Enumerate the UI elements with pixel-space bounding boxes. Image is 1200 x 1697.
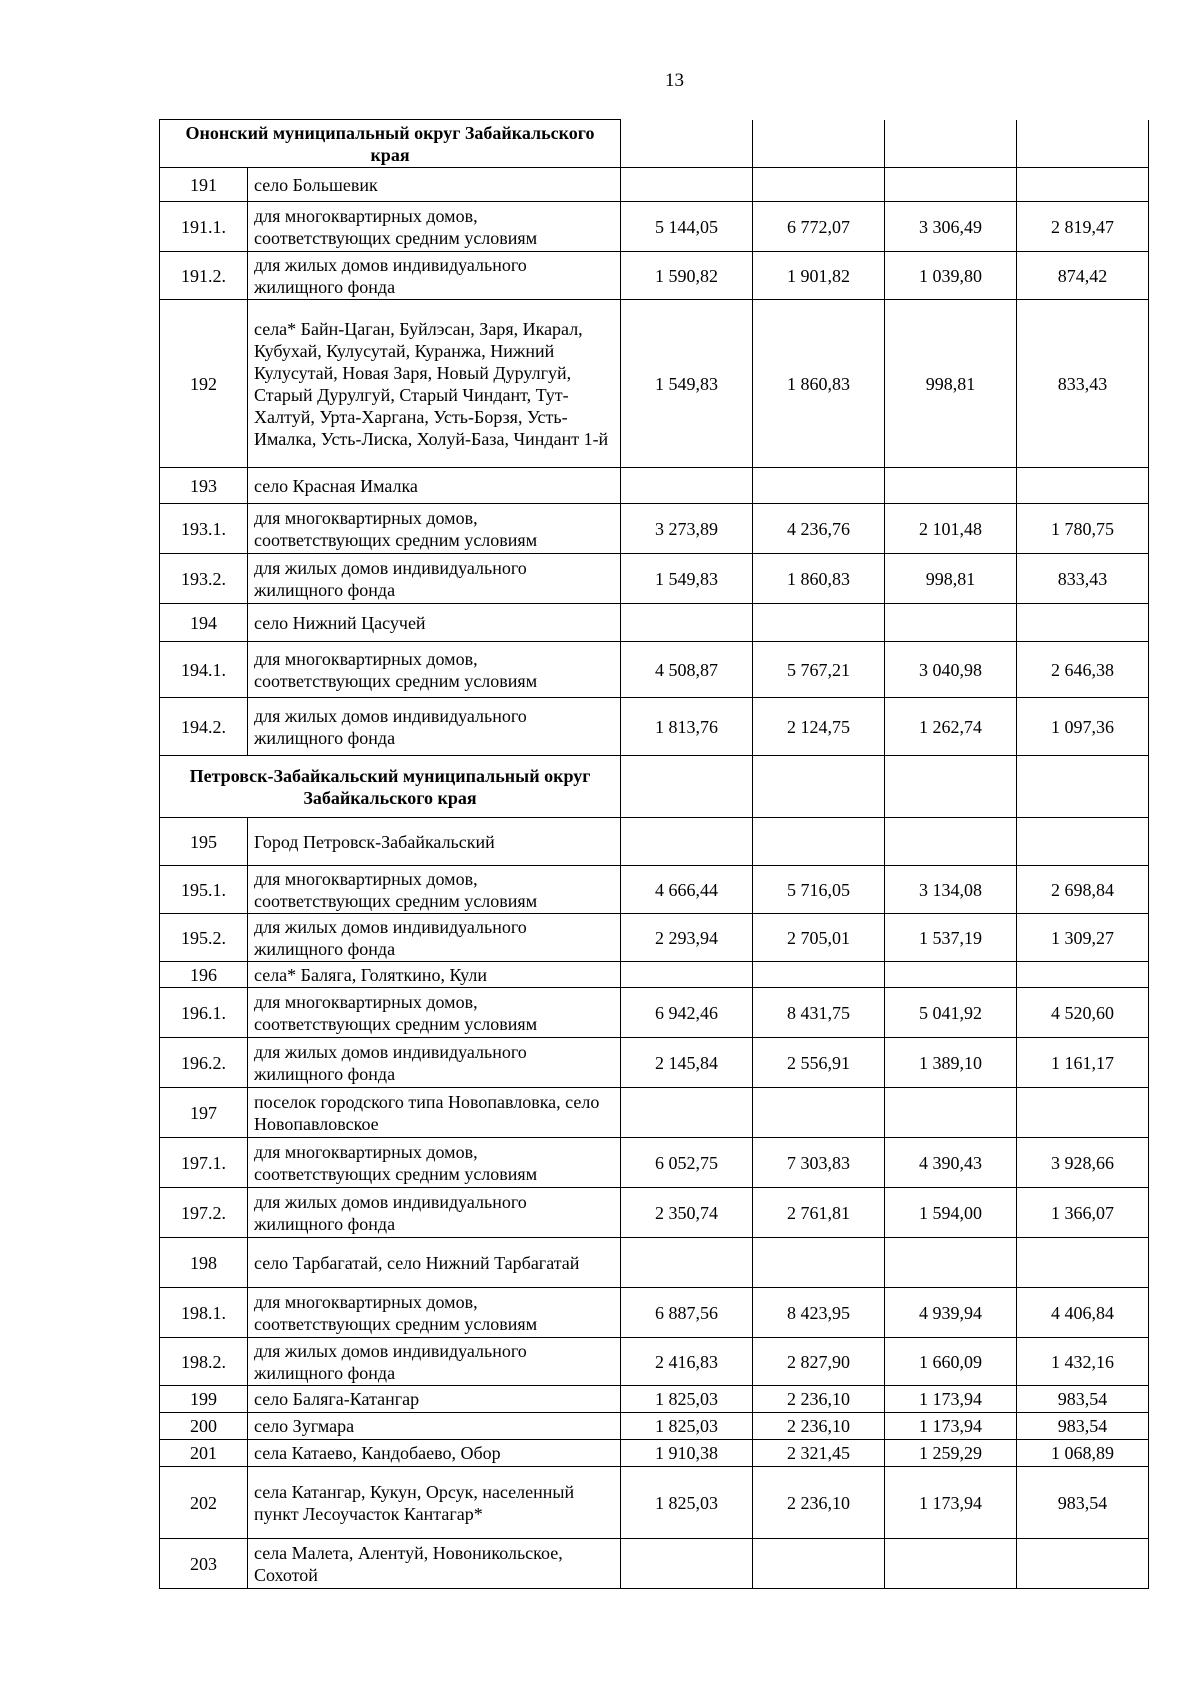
row-value — [1017, 468, 1149, 504]
row-name: для жилых домов индивидуального жилищного фонда — [248, 914, 621, 962]
row-number: 193 — [160, 468, 248, 504]
row-value: 6 887,56 — [621, 1288, 753, 1338]
row-value: 1 262,74 — [885, 698, 1017, 756]
empty-cell — [1017, 120, 1149, 168]
table-row — [160, 1088, 1149, 1138]
row-value — [1017, 604, 1149, 642]
row-value: 998,81 — [885, 300, 1017, 468]
row-value: 4 520,60 — [1017, 988, 1149, 1038]
row-name: села Катангар, Кукун, Орсук, населенный пункт Лесоучасток Кантагар* — [248, 1467, 621, 1539]
row-value: 2 556,91 — [753, 1038, 885, 1088]
section-title: Ононский муниципальный округ Забайкальского края — [160, 120, 621, 168]
row-value — [621, 818, 753, 866]
row-value — [1017, 962, 1149, 988]
row-name: для многоквартирных домов, соответствующих средним условиям — [248, 1288, 621, 1338]
table-body — [160, 120, 1149, 1589]
row-value: 2 236,10 — [753, 1386, 885, 1413]
row-name: село Тарбагатай, село Нижний Тарбагатай — [248, 1238, 621, 1288]
table-row — [160, 1413, 1149, 1440]
row-value — [885, 468, 1017, 504]
row-value: 5 041,92 — [885, 988, 1017, 1038]
row-value: 2 827,90 — [753, 1338, 885, 1386]
row-value — [621, 1088, 753, 1138]
row-value — [885, 1088, 1017, 1138]
row-value: 1 549,83 — [621, 300, 753, 468]
row-value: 1 860,83 — [753, 300, 885, 468]
table-row — [160, 1386, 1149, 1413]
row-name: село Баляга-Катангар — [248, 1386, 621, 1413]
row-value — [1017, 1539, 1149, 1589]
row-value: 983,54 — [1017, 1467, 1149, 1539]
row-name: села* Баляга, Голяткино, Кули — [248, 962, 621, 988]
row-number: 191 — [160, 168, 248, 202]
row-number: 197 — [160, 1088, 248, 1138]
empty-cell — [621, 120, 753, 168]
table-row — [160, 202, 1149, 252]
row-value: 4 939,94 — [885, 1288, 1017, 1338]
row-name: для многоквартирных домов, соответствующих средним условиям — [248, 202, 621, 252]
table-row — [160, 1238, 1149, 1288]
row-name: село Зугмара — [248, 1413, 621, 1440]
row-value: 6 942,46 — [621, 988, 753, 1038]
row-number: 199 — [160, 1386, 248, 1413]
table-row — [160, 1188, 1149, 1238]
row-value: 7 303,83 — [753, 1138, 885, 1188]
row-value: 1 389,10 — [885, 1038, 1017, 1088]
row-value: 6 772,07 — [753, 202, 885, 252]
row-value: 2 236,10 — [753, 1413, 885, 1440]
table-row — [160, 1288, 1149, 1338]
table-row — [160, 1038, 1149, 1088]
row-value: 2 124,75 — [753, 698, 885, 756]
table-row — [160, 818, 1149, 866]
row-value: 4 508,87 — [621, 642, 753, 698]
row-number: 193.2. — [160, 554, 248, 604]
empty-cell — [621, 756, 753, 818]
row-value: 5 144,05 — [621, 202, 753, 252]
row-value: 1 039,80 — [885, 252, 1017, 300]
row-value — [621, 604, 753, 642]
table-row — [160, 866, 1149, 914]
page-number: 13 — [665, 70, 684, 91]
row-number: 193.1. — [160, 504, 248, 554]
row-value: 1 537,19 — [885, 914, 1017, 962]
row-number: 192 — [160, 300, 248, 468]
table-row — [160, 604, 1149, 642]
row-name: для многоквартирных домов, соответствующих средним условиям — [248, 504, 621, 554]
table-row — [160, 554, 1149, 604]
row-name: села Катаево, Кандобаево, Обор — [248, 1440, 621, 1467]
row-number: 201 — [160, 1440, 248, 1467]
row-number: 194 — [160, 604, 248, 642]
section-header-row — [160, 120, 1149, 168]
row-value: 1 068,89 — [1017, 1440, 1149, 1467]
row-value: 2 321,45 — [753, 1440, 885, 1467]
table-row — [160, 168, 1149, 202]
row-name: для жилых домов индивидуального жилищного фонда — [248, 698, 621, 756]
row-value: 833,43 — [1017, 300, 1149, 468]
row-number: 191.2. — [160, 252, 248, 300]
row-value — [1017, 1088, 1149, 1138]
row-value: 2 705,01 — [753, 914, 885, 962]
row-value — [621, 168, 753, 202]
row-value: 3 040,98 — [885, 642, 1017, 698]
row-name: для многоквартирных домов, соответствующих средним условиям — [248, 1138, 621, 1188]
row-name: для многоквартирных домов, соответствующих средним условиям — [248, 866, 621, 914]
row-value: 3 928,66 — [1017, 1138, 1149, 1188]
row-number: 203 — [160, 1539, 248, 1589]
row-value: 2 761,81 — [753, 1188, 885, 1238]
row-number: 197.2. — [160, 1188, 248, 1238]
row-value: 4 406,84 — [1017, 1288, 1149, 1338]
row-name: село Красная Ималка — [248, 468, 621, 504]
row-value — [1017, 1238, 1149, 1288]
row-value: 2 698,84 — [1017, 866, 1149, 914]
row-value — [753, 962, 885, 988]
row-number: 195.2. — [160, 914, 248, 962]
table-row — [160, 1338, 1149, 1386]
table-row — [160, 504, 1149, 554]
row-number: 194.1. — [160, 642, 248, 698]
row-value — [885, 818, 1017, 866]
row-name: для многоквартирных домов, соответствующих средним условиям — [248, 988, 621, 1038]
row-number: 197.1. — [160, 1138, 248, 1188]
section-title: Петровск-Забайкальский муниципальный округ Забайкальского края — [160, 756, 621, 818]
row-value: 2 293,94 — [621, 914, 753, 962]
row-number: 196.1. — [160, 988, 248, 1038]
table-row — [160, 300, 1149, 468]
row-value: 3 306,49 — [885, 202, 1017, 252]
row-value: 1 780,75 — [1017, 504, 1149, 554]
row-value: 2 646,38 — [1017, 642, 1149, 698]
row-value: 1 660,09 — [885, 1338, 1017, 1386]
row-number: 196.2. — [160, 1038, 248, 1088]
row-value: 8 431,75 — [753, 988, 885, 1038]
row-value: 1 173,94 — [885, 1413, 1017, 1440]
table-row — [160, 252, 1149, 300]
row-value — [1017, 168, 1149, 202]
row-value: 874,42 — [1017, 252, 1149, 300]
row-value: 1 910,38 — [621, 1440, 753, 1467]
row-value — [753, 818, 885, 866]
row-value: 2 416,83 — [621, 1338, 753, 1386]
row-name: для жилых домов индивидуального жилищного фонда — [248, 252, 621, 300]
row-number: 198 — [160, 1238, 248, 1288]
row-name: поселок городского типа Новопавловка, село Новопавловское — [248, 1088, 621, 1138]
row-value: 3 134,08 — [885, 866, 1017, 914]
row-value: 4 236,76 — [753, 504, 885, 554]
row-value: 2 145,84 — [621, 1038, 753, 1088]
row-value: 1 097,36 — [1017, 698, 1149, 756]
row-value — [621, 962, 753, 988]
row-value: 3 273,89 — [621, 504, 753, 554]
row-value — [753, 1539, 885, 1589]
row-value — [621, 1238, 753, 1288]
row-number: 191.1. — [160, 202, 248, 252]
row-name: село Нижний Цасучей — [248, 604, 621, 642]
row-value: 8 423,95 — [753, 1288, 885, 1338]
row-value: 2 819,47 — [1017, 202, 1149, 252]
row-value: 833,43 — [1017, 554, 1149, 604]
row-value: 1 825,03 — [621, 1467, 753, 1539]
row-value — [621, 1539, 753, 1589]
row-number: 200 — [160, 1413, 248, 1440]
table-row — [160, 962, 1149, 988]
row-value: 1 432,16 — [1017, 1338, 1149, 1386]
row-name: села* Байн-Цаган, Буйлэсан, Заря, Икарал, Кубухай, Кулусутай, Куранжа, Нижний Кулусутай, Новая Заря, Новый Дурулгуй, Старый Дурулгуй, Старый Чиндант, Тут-Халтуй, Урта-Харгана, Усть-Борзя, Усть-Ималка, Усть-Лиска, Холуй-База, Чиндант 1-й — [248, 300, 621, 468]
row-name: село Большевик — [248, 168, 621, 202]
row-name: села Малета, Алентуй, Новоникольское, Сохотой — [248, 1539, 621, 1589]
table-row — [160, 988, 1149, 1038]
row-value: 2 101,48 — [885, 504, 1017, 554]
row-value: 1 901,82 — [753, 252, 885, 300]
row-name: Город Петровск-Забайкальский — [248, 818, 621, 866]
row-value: 1 259,29 — [885, 1440, 1017, 1467]
row-value: 1 173,94 — [885, 1467, 1017, 1539]
row-name: для многоквартирных домов, соответствующих средним условиям — [248, 642, 621, 698]
row-value: 1 825,03 — [621, 1413, 753, 1440]
row-number: 195.1. — [160, 866, 248, 914]
row-value — [1017, 818, 1149, 866]
row-value: 1 825,03 — [621, 1386, 753, 1413]
empty-cell — [753, 120, 885, 168]
row-value: 4 390,43 — [885, 1138, 1017, 1188]
empty-cell — [753, 756, 885, 818]
row-number: 195 — [160, 818, 248, 866]
row-number: 202 — [160, 1467, 248, 1539]
row-value: 1 173,94 — [885, 1386, 1017, 1413]
row-number: 198.2. — [160, 1338, 248, 1386]
table-row — [160, 1440, 1149, 1467]
section-header-row — [160, 756, 1149, 818]
row-number: 194.2. — [160, 698, 248, 756]
row-value — [753, 168, 885, 202]
table-row — [160, 1467, 1149, 1539]
row-value: 1 161,17 — [1017, 1038, 1149, 1088]
row-value — [885, 1539, 1017, 1589]
row-value: 1 590,82 — [621, 252, 753, 300]
row-value: 4 666,44 — [621, 866, 753, 914]
empty-cell — [885, 756, 1017, 818]
row-number: 198.1. — [160, 1288, 248, 1338]
row-number: 196 — [160, 962, 248, 988]
row-value — [753, 468, 885, 504]
row-name: для жилых домов индивидуального жилищного фонда — [248, 1038, 621, 1088]
row-value: 1 309,27 — [1017, 914, 1149, 962]
row-value: 1 813,76 — [621, 698, 753, 756]
row-value — [753, 1238, 885, 1288]
tariff-table — [159, 119, 1149, 1589]
row-value: 5 767,21 — [753, 642, 885, 698]
row-value — [753, 1088, 885, 1138]
row-value: 1 594,00 — [885, 1188, 1017, 1238]
row-value: 2 350,74 — [621, 1188, 753, 1238]
row-value: 998,81 — [885, 554, 1017, 604]
empty-cell — [1017, 756, 1149, 818]
row-name: для жилых домов индивидуального жилищного фонда — [248, 1338, 621, 1386]
row-value — [885, 168, 1017, 202]
row-value — [885, 604, 1017, 642]
row-name: для жилых домов индивидуального жилищного фонда — [248, 554, 621, 604]
table-row — [160, 914, 1149, 962]
row-value — [621, 468, 753, 504]
table-row — [160, 1138, 1149, 1188]
row-value — [885, 962, 1017, 988]
row-value: 1 549,83 — [621, 554, 753, 604]
table-row — [160, 642, 1149, 698]
row-name: для жилых домов индивидуального жилищного фонда — [248, 1188, 621, 1238]
row-value — [753, 604, 885, 642]
table-row — [160, 1539, 1149, 1589]
row-value: 983,54 — [1017, 1386, 1149, 1413]
row-value — [885, 1238, 1017, 1288]
row-value: 983,54 — [1017, 1413, 1149, 1440]
row-value: 1 366,07 — [1017, 1188, 1149, 1238]
table-row — [160, 468, 1149, 504]
row-value: 1 860,83 — [753, 554, 885, 604]
row-value: 6 052,75 — [621, 1138, 753, 1188]
empty-cell — [885, 120, 1017, 168]
row-value: 5 716,05 — [753, 866, 885, 914]
table-row — [160, 698, 1149, 756]
row-value: 2 236,10 — [753, 1467, 885, 1539]
